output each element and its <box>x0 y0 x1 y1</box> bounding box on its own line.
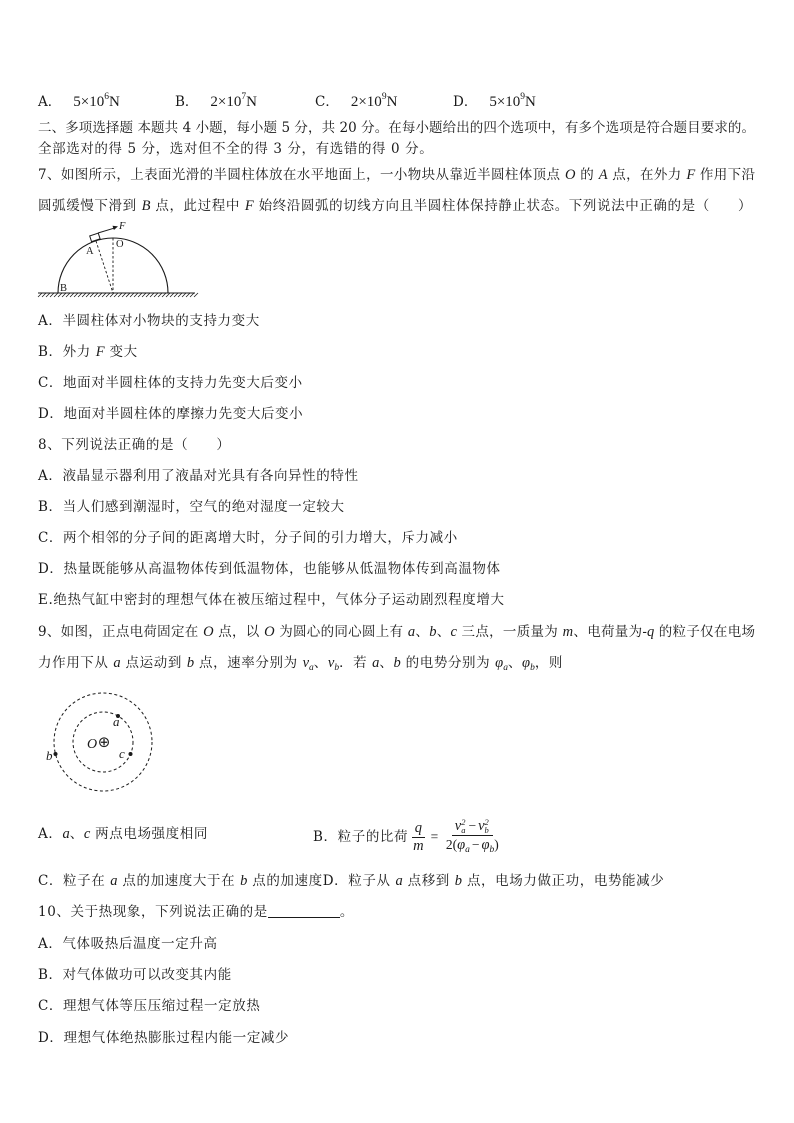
section-header-line-2: 全部选对的得 5 分，选对但不全的得 3 分，有选错的得 0 分。 <box>38 141 434 157</box>
option-text: B．粒子的比荷 <box>313 829 409 845</box>
potential-symbol: φ <box>495 655 504 671</box>
q9-concentric-circles-figure <box>40 688 165 798</box>
label-o: O <box>116 239 124 250</box>
variable: a <box>110 873 118 889</box>
q10-option-b: B．对气体做功可以改变其内能 <box>38 967 232 983</box>
option-label: B． <box>175 94 199 110</box>
stem-text: 的粒子仅在电场 <box>654 624 755 640</box>
q8-stem: 8、下列说法正确的是（ ） <box>38 437 231 453</box>
ground-hatch-line <box>194 293 198 297</box>
stem-text: 点运动到 <box>120 655 187 671</box>
subscript: b <box>489 844 495 855</box>
subscript: b <box>530 663 535 673</box>
stem-text: 点，以 <box>213 624 265 640</box>
q9-stem-line-2 <box>38 653 563 673</box>
label-b: b <box>46 748 53 763</box>
variable: c <box>450 624 457 640</box>
superscript: 2 <box>461 817 466 827</box>
small-block <box>90 233 100 241</box>
q10-option-a: A．气体吸热后温度一定升高 <box>38 936 218 952</box>
option-label: C． <box>315 94 339 110</box>
subscript: b <box>334 663 340 673</box>
ground-hatch-line <box>46 293 50 297</box>
ground-hatch-line <box>134 293 138 297</box>
ground-hatch-line <box>138 293 142 297</box>
option-value: 5×10 <box>73 94 105 110</box>
subscript: a <box>465 844 470 855</box>
fraction-numerator: q <box>412 820 425 838</box>
scripts <box>485 818 489 834</box>
option-exponent: 9 <box>520 92 526 102</box>
label-b: B <box>60 283 68 294</box>
ground-hatch-line <box>70 293 74 297</box>
label-a: A <box>86 246 94 257</box>
option-value: 5×10 <box>489 94 521 110</box>
ground-hatch-line <box>150 293 154 297</box>
q7-option-a: A．半圆柱体对小物块的支持力变大 <box>38 313 260 329</box>
stem-text: 的电势分别为 <box>400 655 496 671</box>
q9-option-b <box>313 816 504 858</box>
stem-text: 、 <box>415 624 430 640</box>
ground-hatch-line <box>142 293 146 297</box>
ground-hatch-line <box>98 293 102 297</box>
q8-option-b: B．当人们感到潮湿时，空气的绝对湿度一定较大 <box>38 499 345 515</box>
point-b-dot <box>54 752 58 756</box>
option-value: 2×10 <box>210 94 242 110</box>
stem-text: 、 <box>436 624 451 640</box>
q8-option-e: E.绝热气缸中密封的理想气体在被压缩过程中，气体分子运动剧烈程度增大 <box>38 592 505 608</box>
option-text: 两点电场强度相同 <box>90 826 208 842</box>
variable: b <box>454 873 463 889</box>
stem-text: 、电荷量为- <box>573 624 647 640</box>
force-f-arrowhead <box>113 226 119 230</box>
answer-blank <box>268 903 340 918</box>
variable: F <box>244 198 254 214</box>
option-label: A． <box>38 94 62 110</box>
option-c-text: C．粒子在 <box>38 873 111 889</box>
ground-hatch-line <box>122 293 126 297</box>
ground-hatch-line <box>190 293 194 297</box>
stem-text: 7、如图所示，上表面光滑的半圆柱体放在水平地面上，一小物块从靠近半圆柱体顶点 <box>38 167 566 183</box>
variable: O <box>203 624 214 640</box>
option-text: B．外力 <box>38 344 96 360</box>
ground-hatch-line <box>90 293 94 297</box>
denominator-suffix: ) <box>494 836 499 852</box>
speed-symbol: v <box>454 817 462 834</box>
ground-hatch-line <box>118 293 122 297</box>
stem-text: 点，在外力 <box>607 167 687 183</box>
subscript: a <box>461 825 466 835</box>
ground-hatch-line <box>146 293 150 297</box>
option-exponent: 9 <box>381 92 387 102</box>
positive-charge-icon: ⊕ <box>97 733 111 751</box>
q8-option-a: A．液晶显示器利用了液晶对光具有各向异性的特性 <box>38 468 359 484</box>
variable: F <box>95 344 105 360</box>
ground-hatch-line <box>130 293 134 297</box>
stem-text: ．若 <box>339 655 373 671</box>
variable: b <box>240 873 248 889</box>
stem-text: 点，此过程中 <box>150 198 245 214</box>
ground-hatch-line <box>170 293 174 297</box>
stem-text: 力作用下从 <box>38 655 114 671</box>
q10-stem <box>38 902 354 922</box>
label-a: a <box>113 714 120 729</box>
velocity-potential-fraction <box>443 817 502 859</box>
subscript: a <box>503 663 508 673</box>
option-label: D． <box>453 94 478 110</box>
force-f-arrow-shaft <box>98 228 114 233</box>
option-d-text: 点移到 <box>402 873 455 889</box>
minus-sign: − <box>468 817 477 833</box>
q6-option-d <box>453 86 536 108</box>
equals-sign: = <box>430 829 439 844</box>
stem-text: ，则 <box>534 655 564 671</box>
option-d-text: D．粒子从 <box>322 873 396 889</box>
q6-option-b <box>175 86 257 108</box>
stem-text: 、 <box>313 655 328 671</box>
option-text: 变大 <box>104 344 138 360</box>
potential-symbol: φ <box>522 655 531 671</box>
variable: q <box>646 624 655 640</box>
ground-hatch-line <box>50 293 54 297</box>
q7-stem-line-1 <box>38 165 755 185</box>
q6-option-a <box>38 86 120 108</box>
label-c: c <box>119 746 125 761</box>
q10-option-d: D．理想气体绝热膨胀过程内能一定减少 <box>38 1030 290 1046</box>
scripts <box>461 818 465 834</box>
variable: O <box>264 624 275 640</box>
stem-text: 圆弧缓慢下滑到 <box>38 198 142 214</box>
ground-hatch-line <box>78 293 82 297</box>
ground-hatch-line <box>158 293 162 297</box>
label-o: O <box>87 737 98 752</box>
ground-hatch-line <box>186 293 190 297</box>
option-unit: N <box>108 94 120 110</box>
q7-option-b <box>38 342 138 362</box>
option-text: 、 <box>69 826 84 842</box>
fraction-denominator: m <box>413 838 424 854</box>
ground-hatch-line <box>174 293 178 297</box>
option-text: A． <box>38 826 63 842</box>
ground-hatch-line <box>126 293 130 297</box>
option-unit: N <box>525 94 536 110</box>
variable: a <box>407 624 416 640</box>
minus-sign: − <box>471 836 480 852</box>
option-c-text: 点的加速度大于在 <box>117 873 241 889</box>
option-unit: N <box>386 94 398 110</box>
section-header-line-1: 二、多项选择题 本题共 4 小题，每小题 5 分，共 20 分。在每小题给出的四个选项中，有多个选项是符合题目要求的。 <box>38 120 755 136</box>
ground-hatch-line <box>162 293 166 297</box>
denominator-prefix: 2( <box>445 836 458 852</box>
option-value: 2×10 <box>350 94 382 110</box>
q7-option-d: D．地面对半圆柱体的摩擦力先变大后变小 <box>38 406 304 422</box>
label-f: F <box>119 221 126 232</box>
option-c-text: 点的加速度 <box>247 873 323 889</box>
charge-to-mass-fraction <box>410 820 426 855</box>
stem-text: 为圆心的同心圆上有 <box>274 624 408 640</box>
q8-option-c: C．两个相邻的分子间的距离增大时，分子间的引力增大，斥力减小 <box>38 530 458 546</box>
variable: B <box>141 198 151 214</box>
q7-stem-line-2 <box>38 196 752 216</box>
fraction-denominator <box>443 836 502 859</box>
q9-options-c-d <box>38 871 664 891</box>
ground-hatch-line <box>166 293 170 297</box>
q7-option-c: C．地面对半圆柱体的支持力先变大后变小 <box>38 375 303 391</box>
ground-hatch-line <box>82 293 86 297</box>
option-unit: N <box>246 94 257 110</box>
ground-hatch-line <box>102 293 106 297</box>
q6-option-c <box>315 86 397 108</box>
variable: a <box>113 655 121 671</box>
stem-end: 。 <box>339 904 354 920</box>
q10-option-c: C．理想气体等压压缩过程一定放热 <box>38 998 261 1014</box>
superscript: 2 <box>484 817 489 827</box>
variable: F <box>686 167 696 183</box>
q9-option-a <box>38 824 208 844</box>
ground-hatch-line <box>86 293 90 297</box>
speed-symbol: v <box>327 655 335 671</box>
ground-hatch-line <box>42 293 46 297</box>
ground-hatch-line <box>178 293 182 297</box>
variable: m <box>562 624 574 640</box>
q7-semicylinder-figure <box>30 220 200 302</box>
stem-text: 的 <box>575 167 599 183</box>
q9-stem-line-1 <box>38 622 755 642</box>
stem-text: 9、如图，正点电荷固定在 <box>38 624 204 640</box>
ground-hatch-line <box>54 293 58 297</box>
stem-text: 三点，一质量为 <box>456 624 563 640</box>
stem-text: 点，速率分别为 <box>194 655 303 671</box>
variable: O <box>565 167 576 183</box>
fraction-numerator <box>452 817 493 836</box>
stem-text: 始终沿圆弧的切线方向且半圆柱体保持静止状态。下列说法中正确的是（ ） <box>253 198 753 214</box>
subscript: b <box>484 825 489 835</box>
variable: a <box>372 655 380 671</box>
stem-text: 10、关于热现象，下列说法正确的是 <box>38 904 268 920</box>
ground-hatch-line <box>154 293 158 297</box>
variable: A <box>598 167 608 183</box>
potential-symbol: φ <box>457 836 466 853</box>
stem-text: 、 <box>379 655 394 671</box>
ground-hatch-line <box>74 293 78 297</box>
subscript: a <box>309 663 314 673</box>
speed-symbol: v <box>478 817 485 834</box>
option-exponent: 7 <box>241 92 247 102</box>
option-d-text: 点，电场力做正功，电势能减少 <box>462 873 665 889</box>
variable: b <box>186 655 195 671</box>
variable: a <box>62 826 70 842</box>
option-exponent: 6 <box>104 92 109 102</box>
point-c-dot <box>129 752 133 756</box>
variable: a <box>395 873 403 889</box>
ground-hatch-line <box>94 293 98 297</box>
ground-hatch-line <box>182 293 186 297</box>
speed-symbol: v <box>302 655 310 671</box>
center-to-a-dashed-line <box>96 241 113 293</box>
q8-option-d: D．热量既能够从高温物体传到低温物体，也能够从低温物体传到高温物体 <box>38 561 501 577</box>
stem-text: 作用下沿 <box>695 167 755 183</box>
variable: b <box>429 624 437 640</box>
potential-symbol: φ <box>481 836 490 853</box>
stem-text: 、 <box>507 655 523 671</box>
ground-hatch-line <box>110 293 114 297</box>
ground-hatch-line <box>114 293 118 297</box>
variable: b <box>393 655 401 671</box>
ground-hatch-line <box>106 293 110 297</box>
ground-hatch-line <box>38 293 42 297</box>
variable: c <box>83 826 91 842</box>
